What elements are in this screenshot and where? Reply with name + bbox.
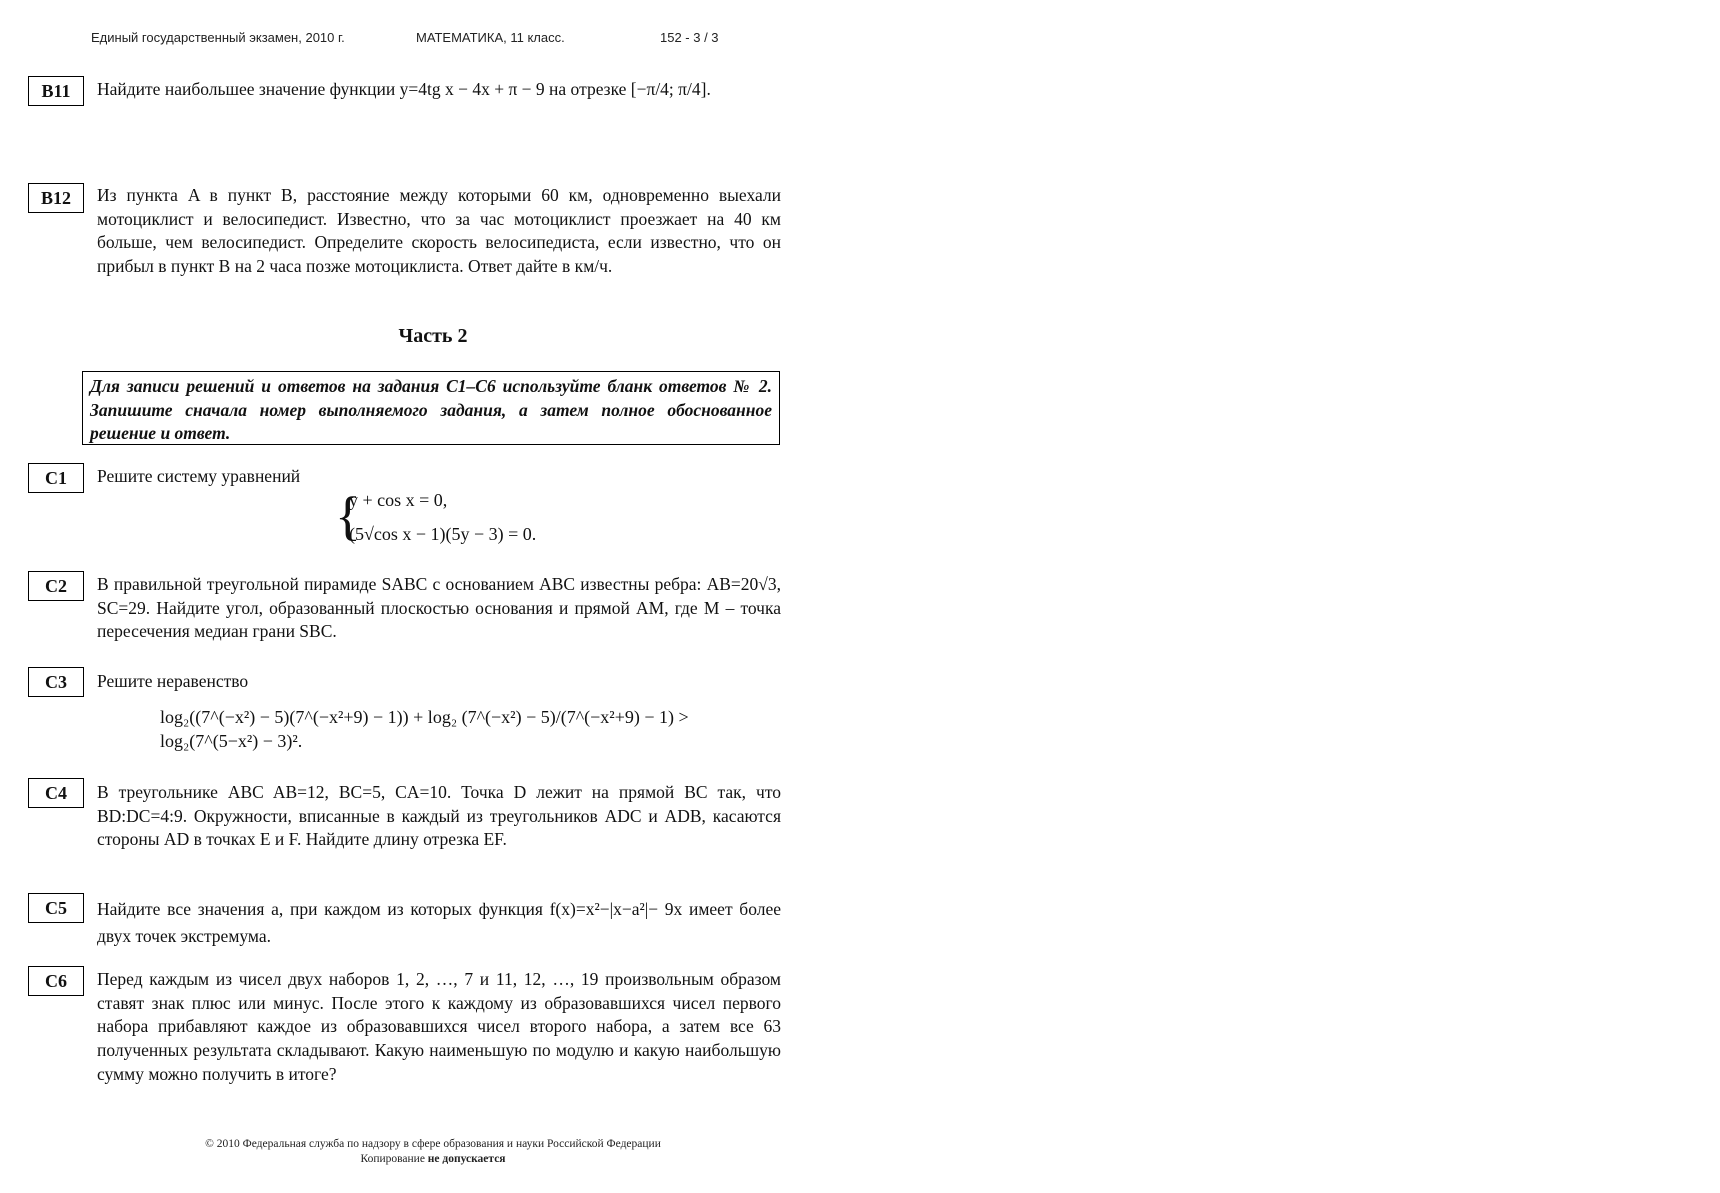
task-label-c1: C1	[28, 463, 84, 493]
part2-instructions: Для записи решений и ответов на задания С1–С6 используйте бланк ответов № 2. Запишите сначала номер выполняемого задания, а затем полное обоснованное решение и ответ.	[82, 371, 780, 445]
task-label-c6: C6	[28, 966, 84, 996]
task-label-c2: C2	[28, 571, 84, 601]
task-text-b12: Из пункта A в пункт B, расстояние между которыми 60 км, одновременно выехали мотоциклист и велосипедист. Известно, что за час мотоциклист проезжает на 40 км больше, чем велосипедист. Определите скорость велосипедиста, если известно, что он прибыл в пункт B на 2 часа позже мотоциклиста. Ответ дайте в км/ч.	[97, 185, 781, 277]
header-subject: МАТЕМАТИКА, 11 класс.	[416, 30, 565, 45]
task-label-c5: C5	[28, 893, 84, 923]
header-page: 152 - 3 / 3	[660, 30, 719, 45]
task-label-b12: B12	[28, 183, 84, 213]
task-text-b11: Найдите наибольшее значение функции y=4tg x − 4x + π − 9 на отрезке [−π/4; π/4].	[97, 79, 711, 99]
task-label-c4: C4	[28, 778, 84, 808]
task-text-c3: Решите неравенство	[97, 671, 249, 691]
footer-copy-bold: не допускается	[427, 1153, 506, 1165]
task-text-c5: Найдите все значения a, при каждом из которых функция f(x)=x²−|x−a²|− 9x имеет более двух точек экстремума.	[97, 899, 781, 946]
task-text-c6: Перед каждым из чисел двух наборов 1, 2, …, 7 и 11, 12, …, 19 произвольным образом ставят знак плюс или минус. После этого к каждому из образовавшихся чисел первого набора прибавляют каждое из образовавшихся чисел второго набора, а затем все 63 полученных результата складывают. Какую наименьшую по модулю и какую наибольшую сумму можно получить в итоге?	[97, 969, 781, 1084]
header-exam: Единый государственный экзамен, 2010 г.	[91, 30, 345, 45]
footer-copy-notice	[0, 1152, 866, 1167]
task-text-c4: В треугольнике ABC AB=12, BC=5, CA=10. Точка D лежит на прямой BC так, что BD:DC=4:9. Окружности, вписанные в каждый из треугольников ADC и ADB, касаются стороны AD в точках E и F. Найдите длину отрезка EF.	[97, 782, 781, 850]
task-text-c2: В правильной треугольной пирамиде SABC с основанием ABC известны ребра: AB=20√3, SC=29. Найдите угол, образованный плоскостью основания и прямой AM, где M – точка пересечения медиан грани SBC.	[97, 574, 781, 642]
footer-copy-prefix: Копирование	[360, 1153, 428, 1165]
c1-line2: (5√cos x − 1)(5y − 3) = 0.	[349, 524, 537, 544]
footer-copyright: © 2010 Федеральная служба по надзору в сфере образования и науки Российской Федерации	[205, 1138, 661, 1150]
c1-line1: y + cos x = 0,	[349, 490, 448, 510]
footer	[0, 1137, 866, 1167]
task-label-b11: B11	[28, 76, 84, 106]
c3-inequality: log₂((7^(−x²) − 5)(7^(−x²+9) − 1)) + log₂ (7^(−x²) − 5)/(7^(−x²+9) − 1) > log₂(7^(5−x²) − 3)².	[160, 707, 689, 751]
part2-title: Часть 2	[398, 325, 468, 347]
task-text-c1: Решите систему уравнений	[97, 466, 301, 486]
c1-brace: {	[335, 486, 361, 546]
task-label-c3: C3	[28, 667, 84, 697]
